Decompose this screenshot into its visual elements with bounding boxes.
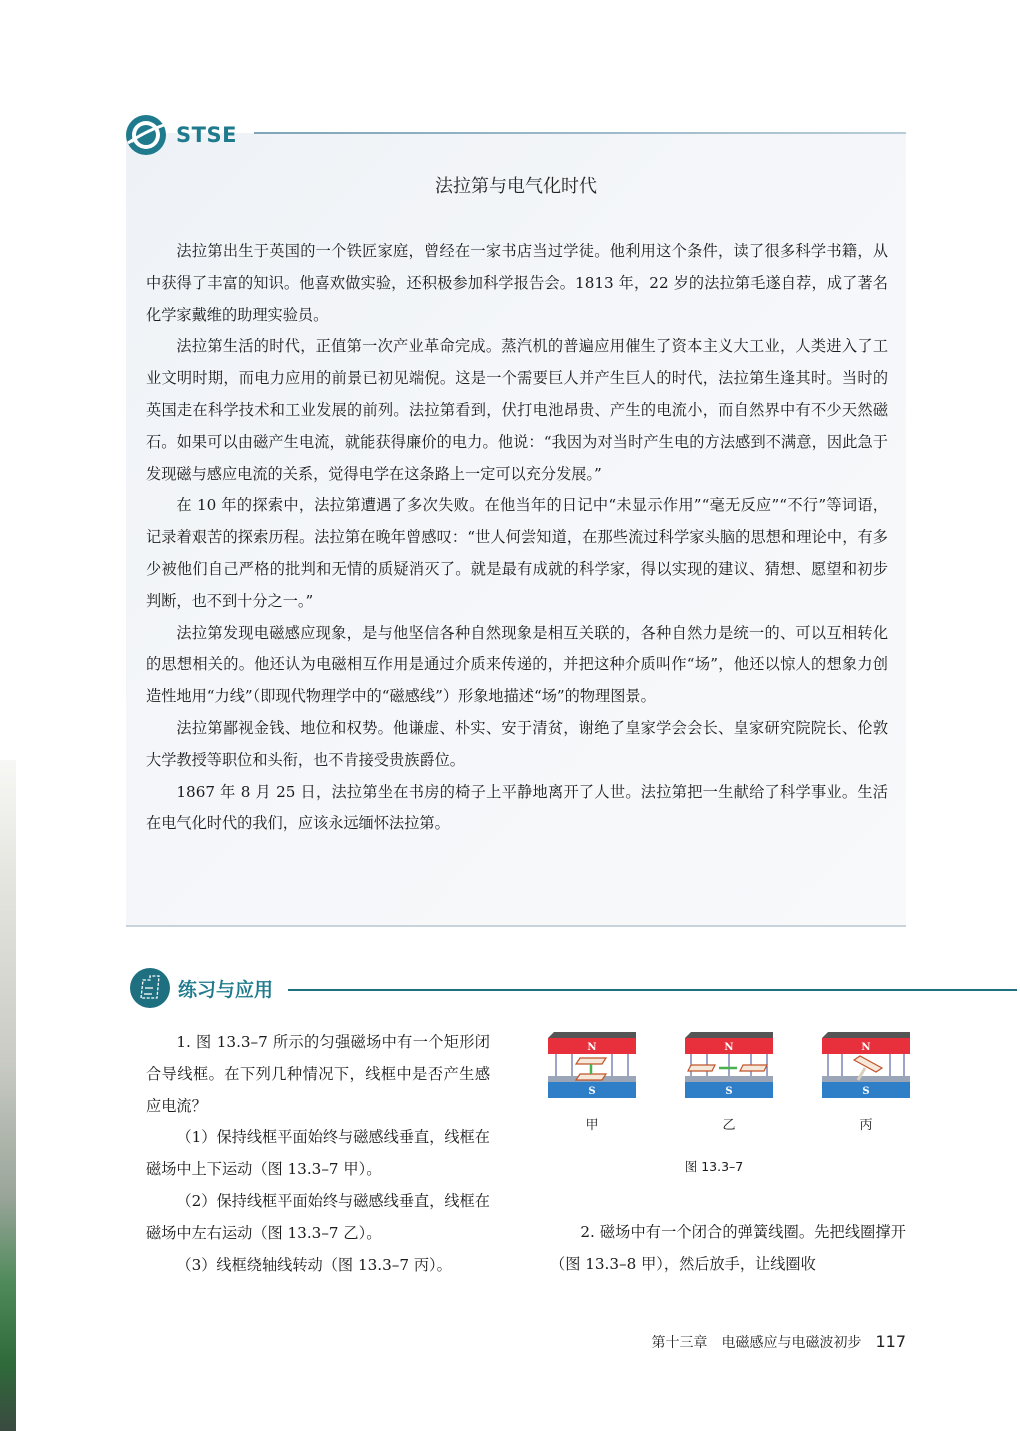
svg-text:S: S bbox=[862, 1086, 870, 1097]
sub-question: （3）线框绕轴线转动（图 13.3–7 丙）。 bbox=[176, 1255, 452, 1274]
magnet-horizontal-motion-illustration bbox=[681, 1030, 777, 1100]
svg-text:N: N bbox=[587, 1042, 597, 1053]
article-title: 法拉第与电气化时代 bbox=[435, 176, 597, 197]
paragraph: 法拉第发现电磁感应现象，是与他坚信各种自然现象是相互关联的，各种自然力是统一的、可以互相转化的思想相关的。他还认为电磁相互作用是通过介质来传递的，并把这种介质叫作“场”，他还以惊人的想象力创造性地用“力线”（即现代物理学中的“磁感线”）形象地描述“场”的物理图景。 bbox=[146, 623, 888, 706]
page-footer bbox=[651, 1332, 906, 1352]
globe-orbit-icon bbox=[124, 113, 168, 157]
page-number: 117 bbox=[875, 1332, 906, 1351]
figure-caption: 甲 bbox=[585, 1118, 599, 1133]
figure-caption: 乙 bbox=[722, 1118, 736, 1133]
exercises-label: 练习与应用 bbox=[178, 978, 274, 1001]
figure-panel-bing bbox=[818, 1030, 914, 1133]
chapter-label: 第十三章 bbox=[651, 1335, 708, 1351]
magnet-rotation-illustration bbox=[818, 1030, 914, 1100]
exercise-1 bbox=[146, 1027, 490, 1281]
exercise-2 bbox=[550, 1217, 906, 1281]
svg-text:S: S bbox=[588, 1086, 596, 1097]
figure-caption: 丙 bbox=[859, 1118, 873, 1133]
question-text: 1. 图 13.3–7 所示的匀强磁场中有一个矩形闭合导线框。在下列几种情况下，线框中是否产生感应电流？ bbox=[146, 1033, 490, 1115]
decorative-photo-strip bbox=[0, 760, 16, 1431]
sub-question: （1）保持线框平面始终与磁感线垂直，线框在磁场中上下运动（图 13.3–7 甲）。 bbox=[146, 1128, 490, 1179]
question-text: 2. 磁场中有一个闭合的弹簧线圈。先把线圈撑开（图 13.3–8 甲），然后放手，让线圈收 bbox=[550, 1223, 906, 1273]
svg-text:N: N bbox=[861, 1042, 871, 1053]
paragraph: 法拉第鄙视金钱、地位和权势。他谦虚、朴实、安于清贫，谢绝了皇家学会会长、皇家研究院院长、伦敦大学教授等职位和头衔，也不肯接受贵族爵位。 bbox=[146, 718, 888, 769]
chapter-title: 电磁感应与电磁波初步 bbox=[721, 1335, 862, 1351]
paragraph: 在 10 年的探索中，法拉第遭遇了多次失败。在他当年的日记中“未显示作用”“毫无反应”“不行”等词语，记录着艰苦的探索历程。法拉第在晚年曾感叹：“世人何尝知道，在那些流过科学家头脑的思想和理论中，有多少被他们自己严格的批判和无情的质疑消灭了。就是最有成就的科学家，得以实现的建议、猜想、愿望和初步判断，也不到十分之一。” bbox=[146, 496, 888, 610]
paragraph: 1867 年 8 月 25 日，法拉第坐在书房的椅子上平静地离开了人世。法拉第把一生献给了科学事业。生活在电气化时代的我们，应该永远缅怀法拉第。 bbox=[146, 782, 888, 833]
exercises-divider bbox=[288, 989, 1017, 991]
exercises-header bbox=[128, 966, 273, 1010]
figure-13-3-7 bbox=[544, 1030, 914, 1175]
magnet-vertical-motion-illustration bbox=[544, 1030, 640, 1100]
figure-panel-yi bbox=[681, 1030, 777, 1133]
stse-header bbox=[124, 113, 237, 157]
stse-divider bbox=[254, 132, 906, 134]
svg-text:S: S bbox=[725, 1086, 733, 1097]
stse-label: STSE bbox=[176, 123, 237, 147]
notebook-icon bbox=[128, 966, 172, 1010]
figure-panel-jia bbox=[544, 1030, 640, 1133]
figure-title: 图 13.3–7 bbox=[684, 1159, 744, 1174]
paragraph: 法拉第生活的时代，正值第一次产业革命完成。蒸汽机的普遍应用催生了资本主义大工业，人类进入了工业文明时期，而电力应用的前景已初见端倪。这是一个需要巨人并产生巨人的时代，法拉第生逢其时。当时的英国走在科学技术和工业发展的前列。法拉第看到，伏打电池昂贵、产生的电流小，而自然界中有不少天然磁石。如果可以由磁产生电流，就能获得廉价的电力。他说：“我因为对当时产生电的方法感到不满意，因此急于发现磁与感应电流的关系，觉得电学在这条路上一定可以充分发展。” bbox=[146, 337, 888, 483]
paragraph: 法拉第出生于英国的一个铁匠家庭，曾经在一家书店当过学徒。他利用这个条件，读了很多科学书籍，从中获得了丰富的知识。他喜欢做实验，还积极参加科学报告会。1813 年，22 岁的法拉第毛遂自荐，成了著名化学家戴维的助理实验员。 bbox=[146, 242, 888, 324]
sub-question: （2）保持线框平面始终与磁感线垂直，线框在磁场中左右运动（图 13.3–7 乙）。 bbox=[146, 1191, 490, 1242]
article-body bbox=[146, 236, 888, 840]
svg-text:N: N bbox=[724, 1042, 734, 1053]
